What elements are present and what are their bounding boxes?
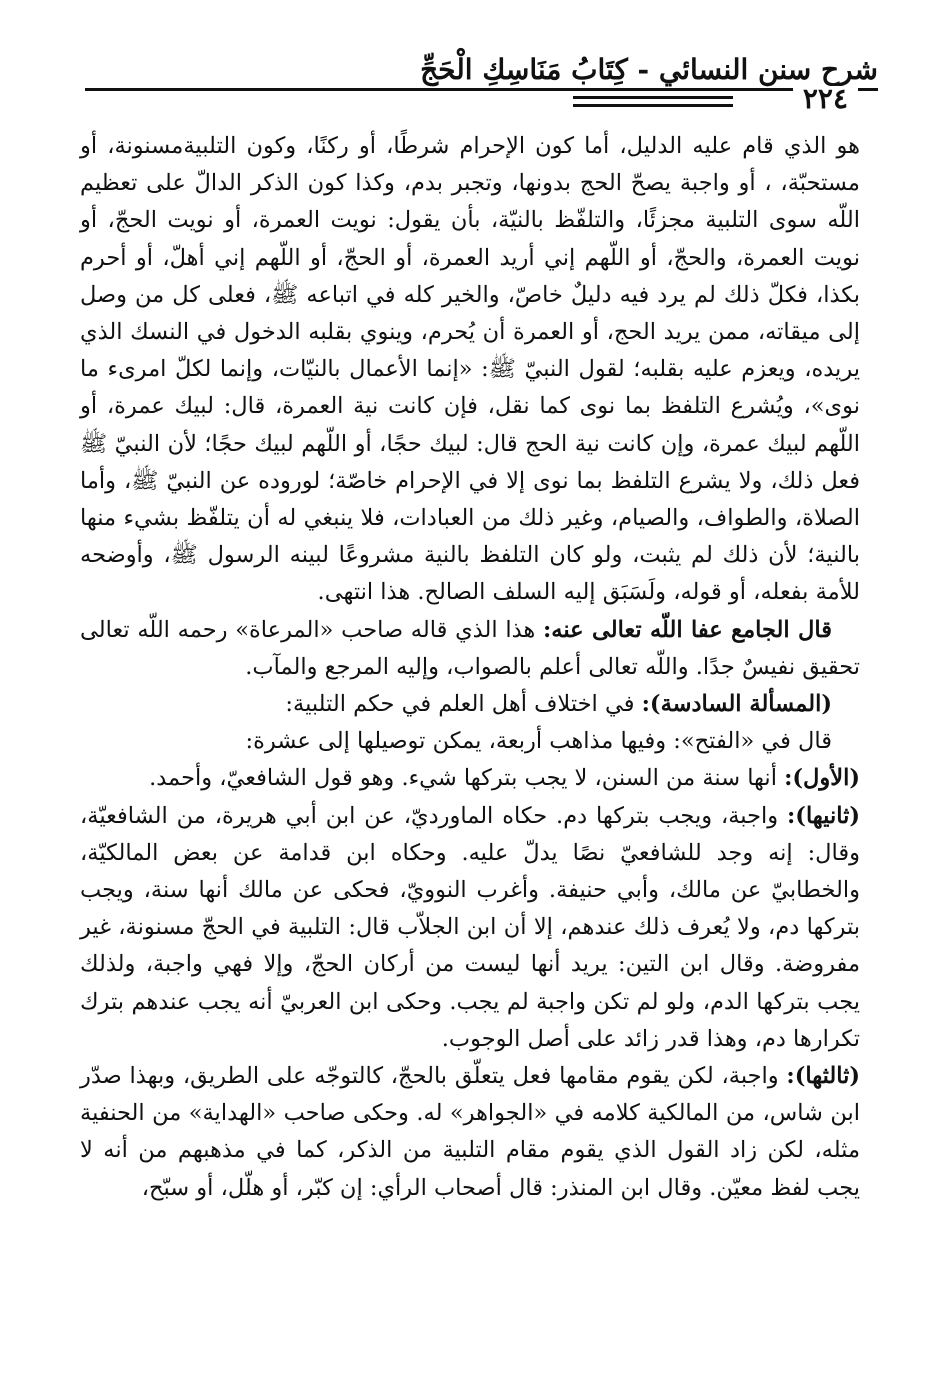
compiler-text: هذا الذي قاله صاحب «المرعاة» رحمه اللّه تعالى تحقيق نفيسٌ جدًا. واللّه تعالى أعلم بالصواب، وإليه المرجع والمآب. (80, 616, 860, 680)
paragraph-first-view (80, 760, 860, 797)
sixth-issue-text: في اختلاف أهل العلم في حكم التلبية: (285, 691, 642, 718)
page-number-underline (573, 96, 733, 112)
paragraph-mirat-quote: هو الذي قام عليه الدليل، أما كون الإحرام شرطًا، أو ركنًا، وكون التلبيةمسنونة، أو مستحبّة، ، أو واجبة يصحّ الحج بدونها، وتجبر بدم، وكذا كون الذكر الدالّ على تعظيم اللّه سوى التلبية مجزئًا، والتلفّظ بالنيّة، بأن يقول: نويت العمرة، أو نويت الحجّ، أو نويت العمرة، والحجّ، أو اللّهم إني أريد العمرة، أو الحجّ، أو اللّهم إني أهلّ، أو أحرم بكذا، فكلّ ذلك لم يرد فيه دليلٌ خاصّ، والخير كله في اتباعه ﷺ، فعلى كل من وصل إلى ميقاته، ممن يريد الحج، أو العمرة أن يُحرم، وينوي بقلبه الدخول في النسك الذي يريده، ويعزم عليه بقلبه؛ لقول النبيّ ﷺ: «إنما الأعمال بالنيّات، وإنما لكلّ امرىء ما نوى»، ويُشرع التلفظ بما نوى كما نقل، فإن كانت نية العمرة، قال: لبيك عمرة، أو اللّهم لبيك عمرة، وإن كانت نية الحج قال: لبيك حجًا، أو اللّهم لبيك حجًا؛ لأن النبيّ ﷺ فعل ذلك، ولا يشرع التلفظ بما نوى إلا في الإحرام خاصّة؛ لوروده عن النبيّ ﷺ، وأما الصلاة، والطواف، والصيام، وغير ذلك من العبادات، فلا ينبغي له أن يتلفّظ بشيء منها بالنية؛ لأن ذلك لم يثبت، ولو كان التلفظ بالنية مشروعًا لبينه الرسول ﷺ، وأوضحه للأمة بفعله، أو قوله، ولَسَبَق إليه السلف الصالح. هذا انتهى. (80, 133, 860, 606)
paragraph-second-view (80, 798, 860, 1058)
third-view-text: واجبة، لكن يقوم مقامها فعل يتعلّق بالحجّ، كالتوجّه على الطريق، وبهذا صدّر ابن شاس، من المالكية كلامه في «الجواهر» له. وحكى صاحب «الهداية» من الحنفية مثله، لكن زاد القول الذي يقوم مقام التلبية من الذكر، كما في مذهبهم من أنه لا يجب لفظ معيّن. وقال ابن المنذر: قال أصحاب الرأي: إن كبّر، أو هلّل، أو سبّح، (80, 1063, 860, 1201)
header-rule (85, 88, 878, 91)
first-view-label: (الأول): (784, 765, 860, 792)
page-number: ٢٢٤ (793, 86, 858, 112)
first-view-text: أنها سنة من السنن، لا يجب بتركها شيء. وهو قول الشافعيّ، وأحمد. (149, 765, 785, 792)
running-header-title: شرح سنن النسائي - كِتَابُ مَنَاسِكِ الْحَجِّ (420, 53, 878, 86)
paragraph-third-view (80, 1058, 860, 1207)
second-view-text: واجبة، ويجب بتركها دم. حكاه الماورديّ، عن ابن أبي هريرة، من الشافعيّة، وقال: إنه وجد للشافعيّ نصًا يدلّ عليه. وحكاه ابن قدامة عن بعض المالكيّة، والخطابيّ عن مالك، وأبي حنيفة. وأغرب النوويّ، فحكى عن مالك أنها سنة، ويجب بتركها دم، ولا يُعرف ذلك عندهم، إلا أن ابن الجلاّب قال: التلبية في الحجّ مسنونة، غير مفروضة. وقال ابن التين: يريد أنها ليست من أركان الحجّ، وإلا فهي واجبة، ولذلك يجب بتركها الدم، ولو لم تكن واجبة لم يجب. وحكى ابن العربيّ أنه يجب عندهم بترك تكرارها دم، وهذا قدر زائد على أصل الوجوب. (80, 802, 860, 1052)
paragraph-compiler-note (80, 612, 860, 686)
main-text (80, 128, 860, 1207)
second-view-label: (ثانيها): (787, 802, 860, 829)
compiler-lead: قال الجامع عفا اللّه تعالى عنه: (543, 616, 832, 643)
sixth-issue-heading: (المسألة السادسة): (641, 691, 832, 718)
paragraph-fath-quote: قال في «الفتح»: وفيها مذاهب أربعة، يمكن توصيلها إلى عشرة: (245, 728, 832, 755)
paragraph-sixth-issue (80, 686, 860, 723)
third-view-label: (ثالثها): (786, 1063, 860, 1090)
